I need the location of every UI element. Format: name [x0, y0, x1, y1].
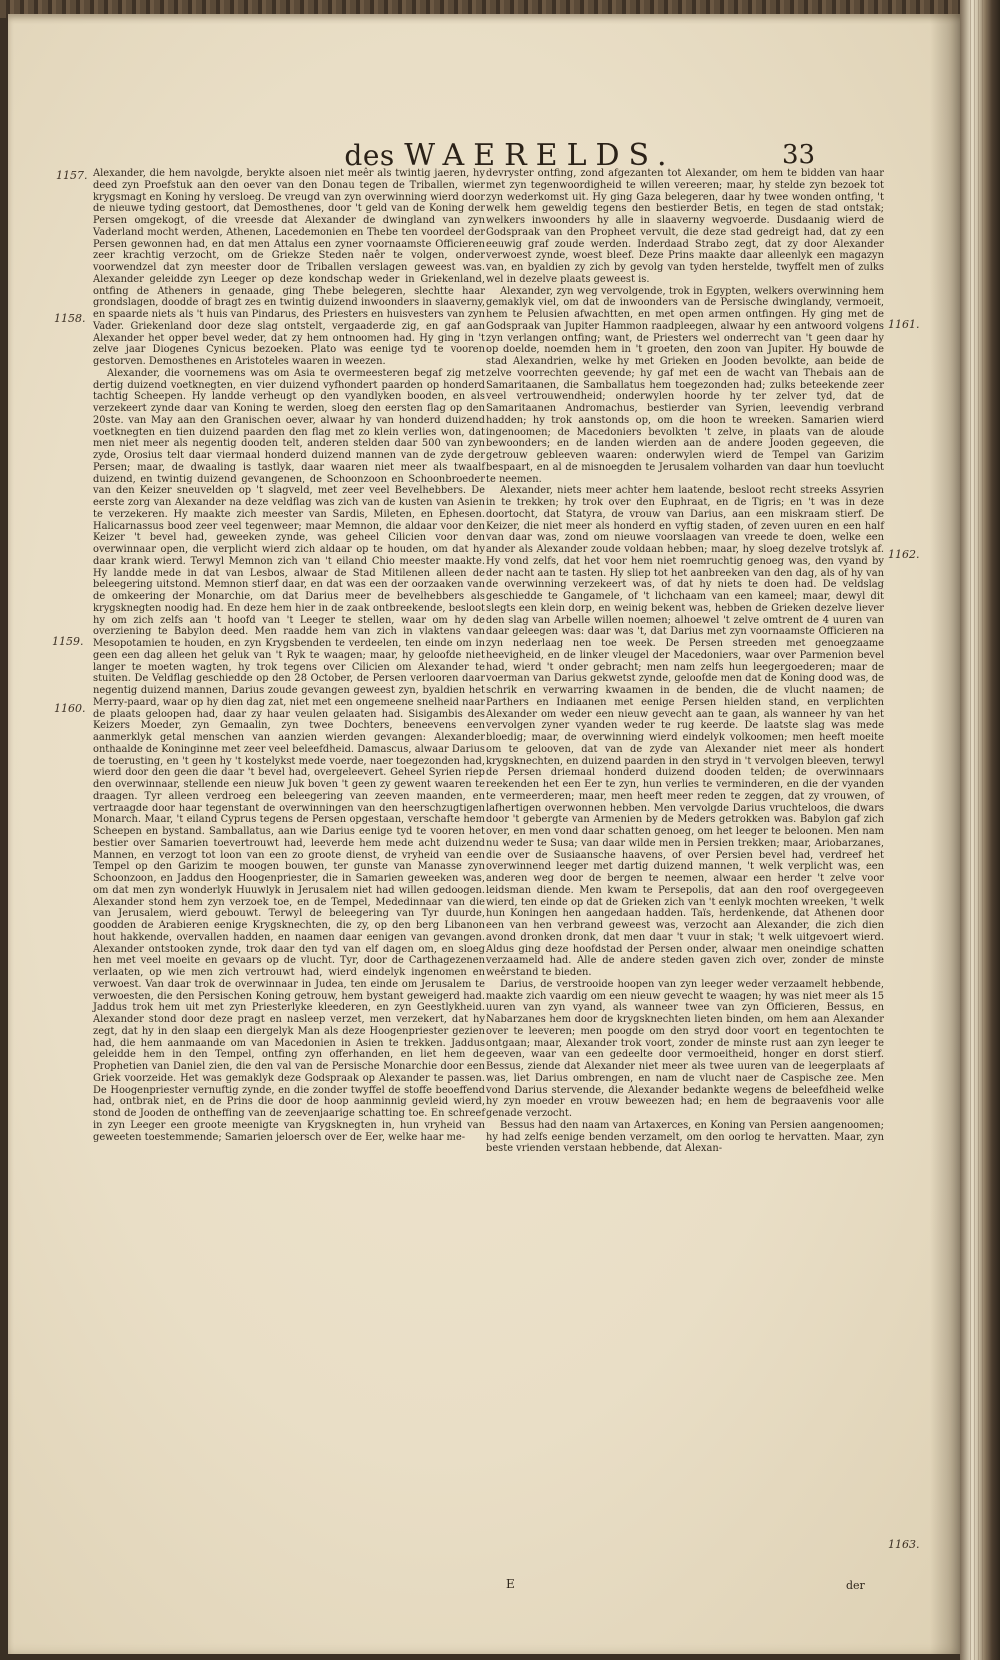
running-title-prefix: des: [344, 139, 395, 172]
margin-year-1159: 1159.: [52, 635, 84, 648]
right-column: [486, 168, 884, 1155]
margin-year-1157: 1157.: [56, 169, 88, 182]
page-edge-shadow: [930, 14, 964, 1654]
margin-year-1160: 1160.: [54, 702, 86, 715]
margin-year-1158: 1158.: [54, 312, 86, 325]
right-paragraph: devryster ontfing, zond afgezanten tot Alexander, om hem te bidden van haar met zyn tegenwoordigheid te willen vereeren; maar, hy stelde zyn bezoek tot zyn wederkomst uit. Hy ging Gaza belegeren, daar hy twee wonden ontfing, 't welk hem geweldig tegens den bestierder Betis, en tegen de stad ontstak; welkers inwoonders hy alle in slaaverny wegvoerde. Dusdaanig wierd de Godspraak van den Propheet vervult, die deze stad gedreigt had, dat zy een eeuwig graf zoude werden. Inderdaad Strabo zegt, dat zy door Alexander verwoest zynde, woest bleef. Deze Prins maakte daar alleenlyk een magazyn van, en byaldien zy zich by gevolg van tyden herstelde, twyffelt men of zulks wel in dezelve plaats geweest is.: [486, 168, 884, 285]
catchword: der: [846, 1579, 865, 1592]
running-title-caps: WAERELDS.: [404, 138, 676, 173]
left-paragraph: Alexander, die hem navolgde, berykte alsoen niet meêr als twintig jaeren, hy deed zyn Proefstuk aan den oever van den Donau tegen de Triballen, wier krygsmagt en Koning hy versloeg. De vreugd van zyn overwinning wierd door de nieuwe tyding gestoort, dat Demosthenes, door 't geld van de Koning der Persen omgekogt, of die vreesde dat Alexander de dwingland van zyn Vaderland mocht werden, Athenen, Lacedemonien en Thebe ten voordeel der Persen gewonnen had, en dat men Attalus een zyner voornaamste Officieren zeer krachtig verzocht, om de Griekze Steden naêr te volgen, onder voorwendzel dat zyn meester door de Triballen verslagen geweest was. Alexander geleidde zyn Leeger op deze kondschap weder in Griekenland, ontfing de Atheners in genaade, ging Thebe belegeren, slechtte haar grondslagen, doodde of bragt zes en twintig duizend inwoonders in slaaverny, en spaarde niets als 't huis van Pindarus, des Priesters en huisvesters van zyn Vader. Griekenland door deze slag ontstelt, vergaaderde zig, en gaf aan Alexander het opper bevel weder, dat zy hem ontnoomen had. Hy ging in 't zelve jaar Diogenes Cynicus bezoeken. Plato was eenige tyd te vooren gestorven. Demosthenes en Aristoteles waaren in weezen.: [93, 168, 485, 367]
page-number: 33: [782, 140, 816, 170]
margin-year-1163: 1163.: [888, 1538, 920, 1551]
right-paragraph: Alexander, zyn weg vervolgende, trok in Egypten, welkers overwinning hem gemaklyk viel, om dat de inwoonders van de Persische dwinglandy, vermoeit, hem te Pelusien afwachtten, en met open armen ontfingen. Hy ging met de Godspraak van Jupiter Hammon raadpleegen, alwaar hy een antwoord volgens zyn verlangen ontfing; want, de Priesters wel onderrecht van 't geen daar hy op doelde, noemden hem in 't groeten, den zoon van Jupiter. Hy bouwde de stad Alexandrien, welke hy met Grieken en Jooden bevolkte, aan beide de zelve voorrechten geevende; hy gaf met een de wacht van Thebais aan de Samaritaanen, die Samballatus hem toegezonden had; zulks beteekende zeer veel vertrouwendheid; onderwylen hoorde hy ter zelver tyd, dat de Samaritaanen Andromachus, bestierder van Syrien, leevendig verbrand hadden; hy trok aanstonds op, om die hoon te wreeken. Samarien wierd ingenoomen; de Macedoniers bevolkten 't zelve, in plaats van de aloude bewoonders; en de landen wierden aan de andere Jooden gegeeven, die getrouw gebleeven waaren: onderwylen wierd de Tempel van Garizim bespaart, en al de misnoegden te Jerusalem volharden van daar hun toevlucht te neemen.: [486, 285, 884, 485]
right-paragraph: Darius, de verstrooide hoopen van zyn leeger weder verzaamelt hebbende, maakte zich vaardig om een nieuw gevecht te waagen; hy was niet meer als 15 uuren van zyn vyand, als wanneer twee van zyn Officieren, Bessus, en Nabarzanes hem door de krygsknechten lieten binden, om hem aan Alexander over te leeveren; men poogde om den stryd door voort en tegentochten te ontgaan; maar, Alexander trok voort, zonder de minste rust aan zyn leeger te geeven, waar van een gedeelte door vermoeitheid, honger en dorst stierf. Bessus, ziende dat Alexander niet meer als twee uuren van de leegerplaats af was, liet Darius ombrengen, en nam de vlucht naer de Caspische zee. Men vond Darius stervende, die Alexander bedankte wegens de beleefdheid welke hy zyn moeder en vrouw beweezen had; en hem de begraavenis voor alle genade verzocht.: [486, 978, 884, 1119]
left-paragraph: Alexander, die voornemens was om Asia te overmeesteren begaf zig met dertig duizend voetknegten, en vier duizend vyfhondert paarden op honderd tachtig Scheepen. Hy landde verheugt op den vyandlyken booden, en als verzekeert zynde daar van Koning te werden, sloeg den eersten flag op den 20ste. van May aan den Granischen oever, alwaar hy van honderd duizend voetknegten en tien duizend paarden den flag met zo klein verlies won, dat men niet meer als negentig dooden telt, anderen stelden daar 500 van zyn zyde, Orosius telt daar viermaal honderd duizend mannen van de zyde der Persen; maar, de dwaaling is tastlyk, daar waaren niet meer als twaalf duizend, en twintig duizend gevangenen, de Schoonzoon en Schoonbroeder van den Keizer sneuvelden op 't slagveld, met zeer veel Bevelhebbers. De eerste zorg van Alexander na deze veldflag was zich van de kusten van Asien te verzekeren. Hy maakte zich meester van Sardis, Mileten, en Ephesen. Halicarnassus bood zeer veel tegenweer; maar Memnon, die aldaar voor den Keizer 't bevel had, geweeken zynde, was geheel Cilicien voor den overwinnaar open, die verplicht wierd zich aldaar op te houden, om dat hy daar krank wierd. Terwyl Memnon zich van 't eiland Chio meester maakte. Hy landde mede in dat van Lesbos, alwaar de Stad Mitilenen alleen de beleegering uitstond. Memnon stierf daar, en dat was een der oorzaaken van de omkeering der Monarchie, om dat Darius meer de bevelhebbers als krygsknegten noodig had. En deze hem hier in de zaak ontbreekende, besloot hy om zich zelfs aan 't hoofd van 't Leeger te stellen, waar om hy de overziening te Babylon deed. Men raadde hem van zich in vlaktens van Mesopotamien te houden, en zyn Krygsbenden te verdeelen, ten einde om in geen een dag alleen het geluk van 't Ryk te waagen; maar, hy geloofde niet langer te moeten wagten, hy trok tegens over Cilicien om Alexander te stuiten. De Veldflag geschiedde op den 28 October, de Persen verlooren daar negentig duizend mannen, Darius zoude gevangen geweest zyn, byaldien het Merry-paard, waar op hy dien dag zat, niet met een ongemeene snelheid naar de plaats geloopen had, daar zy haar veulen gelaaten had. Sisigambis des Keizers Moeder, zyn Gemaalin, zyn twee Dochters, beneevens een aanmerklyk getal menschen van aanzien wierden gevangen: Alexander onthaalde de Koninginne met zeer veel beleefdheid. Damascus, alwaar Darius de toerusting, en 't geen hy 't kostelykst mede voerde, naer toegezonden had, wierd door den geen die daar 't bevel had, overgeleevert. Geheel Syrien riep den overwinnaar, stellende een nieuw Juk boven 't geen zy gewent waaren te draagen. Tyr alleen verdroeg een beleegering van zeeven maanden, en vertraagde door haar tegenstant de overwinningen van den heerschzugtigen Monarch. Maar, 't eiland Cyprus tegens de Persen opgestaan, verschafte hem Scheepen en bystand. Samballatus, aan wie Darius eenige tyd te vooren het bestier over Samarien toevertrouwt had, leeverde hem mede acht duizend Mannen, en verzogt tot loon van een zo groote dienst, de vryheid van een Tempel op den Garizim te moogen bouwen, ter gunste van Manasse zyn Schoonzoon, en Jaddus den Hoogenpriester, die in Samarien geweeken was, om dat men zyn wonderlyk Huuwlyk in Jerusalem niet had willen gedoogen. Alexander stond hem zyn verzoek toe, en de Tempel, Mededinnaar van die van Jerusalem, wierd gebouwt. Terwyl de beleegering van Tyr duurde, goodden de Arabieren eenige Krygsknechten, die zy, op den berg Libanon hout hakkende, overvallen hadden, en naamen daar eenigen van gevangen. Alexander ontstooken zynde, trok daar den tyd van elf dagen om, en sloeg hen met veel moeite en gevaars op de vlucht. Tyr, door de Carthagezenen verlaaten, op wie men zich vertrouwt had, wierd eindelyk ingenomen en verwoest. Van daar trok de overwinnaar in Judea, ten einde om Jerusalem te verwoesten, die den Persischen Koning getrouw, hem bystant geweigerd had. Jaddus trok hem uit met zyn Priesterlyke kleederen, en zyn Geestlykheid. Alexander stond door deze pragt en nasleep verzet, men verzekert, dat hy zegt, dat hy in den slaap een diergelyk Man als deze Hoogenpriester gezien had, die hem aanmaande om van Macedonien in Asien te trekken. Jaddus geleidde hem in den Tempel, ontfing zyn offerhanden, en liet hem de Prophetien van Daniel zien, die den val van de Persische Monarchie door een Griek voorzeide. Het was gemaklyk deze Godspraak op Alexander te passen. De Hoogenpriester vernuftig zynde, en die zonder twyffel de stoffe beoeffend had, ontbrak niet, en de Prins die door de hoop aanminnig gevleid wierd, stond de Jooden de ontheffing van de zeevenjaarige schatting toe. En schreef in zyn Leeger een groote meenigte van Krygsknegten in, hun vryheid van geweeten toestemmende; Samarien jeloersch over de Eer, welke haar me-: [93, 367, 485, 1143]
signature-mark: E: [506, 1577, 515, 1591]
margin-year-1162: 1162.: [888, 548, 920, 561]
margin-year-1161: 1161.: [888, 318, 920, 331]
page-stack-lines: [970, 0, 990, 1660]
right-paragraph: Bessus had den naam van Artaxerces, en Koning van Persien aangenoomen; hy had zelfs eenige benden verzamelt, om den oorlog te hervatten. Maar, zyn beste vrienden verstaan hebbende, dat Alexan-: [486, 1119, 884, 1155]
right-paragraph: Alexander, niets meer achter hem laatende, besloot recht streeks Assyrien in te trekken; hy trok over den Euphraat, en de Tigris; en 't was in deze doortocht, dat Statyra, de vrouw van Darius, aan een miskraam stierf. De Keizer, die niet meer als honderd en vyftig staden, of zeven uuren en een half van daar was, zond om nieuwe voorslaagen van vreede te doen, welke een ander als Alexander zoude voldaan hebben; maar, hy sloeg dezelve trotslyk af. Hy vond zelfs, dat het voor hem niet roemruchtig genoeg was, den vyand by der nacht aan te tasten. Hy sliep tot het aanbreeken van den dag, als of hy van de overwinning verzekeert was, of dat hy niets te doen had. De veldslag geschiedde te Gangamele, of 't lichchaam van een kameel; maar, dewyl dit slegts een klein dorp, en weinig bekent was, hebben de Grieken dezelve liever den slag van Arbelle willen noemen; alhoewel 't zelve omtrent de 4 uuren van daar geleegen was: daar was 't, dat Darius met zyn voornaamste Officieren na zyn nederlaag nen toe week. De Persen streeden met genoegzaame heevigheid, en de linker vleugel der Macedoniers, waar over Parmenion bevel had, wierd 't onder gebracht; men nam zelfs hun leegergoederen; maar de voerman van Darius gekwetst zynde, geloofde men dat de Koning dood was, de schrik en verwarring kwaamen in de benden, die de vlucht naamen; de Parthers en Indiaanen met eenige Persen hielden stand, en verplichten Alexander om weder een nieuw gevecht aan te gaan, als wanneer hy van het vervolgen zyner vyanden weder te rug keerde. De laatste slag was mede bloedig; maar, de overwinning wierd eindelyk volkoomen; men heeft moeite om te gelooven, dat van de zyde van Alexander niet meer als hondert krygsknechten, en duizend paarden in den stryd in 't vervolgen bleeven, terwyl de Persen driemaal honderd duizend dooden telden; de overwinnaars reekenden het een Eer te zyn, hun verlies te verminderen, en die der vyanden te vermeerderen; maar, men heeft meer reden te zeggen, dat zy vrouwen, of lafhertigen overwonnen hebben. Men vervolgde Darius vruchteloos, die dwars door 't gebergte van Armenien by de Meders getrokken was. Babylon gaf zich over, en men vond daar schatten genoeg, om het leeger te beloonen. Men nam nu weder te Susa; van daar wilde men in Persien trekken; maar, Ariobarzanes, die over de Susiaansche haavens, of over Persien bevel had, verdreef het overwinnend leeger met dartig duizend mannen, 't welk verplicht was, een anderen weg door de bergen te neemen, alwaar een herder 't zelve voor leidsman diende. Men kwam te Persepolis, dat aan den roof overgegeeven wierd, ten einde op dat de Grieken zich van 't eenlyk mochten wreeken, 't welk hun Koningen hen aangedaan hadden. Taïs, herdenkende, dat Athenen door een van hen verbrand geweest was, verzocht aan Alexander, die zich dien avond dronken dronk, dat men daar 't vuur in stak; 't welk uitgevoert wierd. Aldus ging deze hoofdstad der Persen onder, alwaar men oneindige schatten verzaameld had. Alle de andere steden gaven zich over, zonder de minste weêrstand te bieden.: [486, 485, 884, 978]
left-column: [93, 168, 485, 1143]
